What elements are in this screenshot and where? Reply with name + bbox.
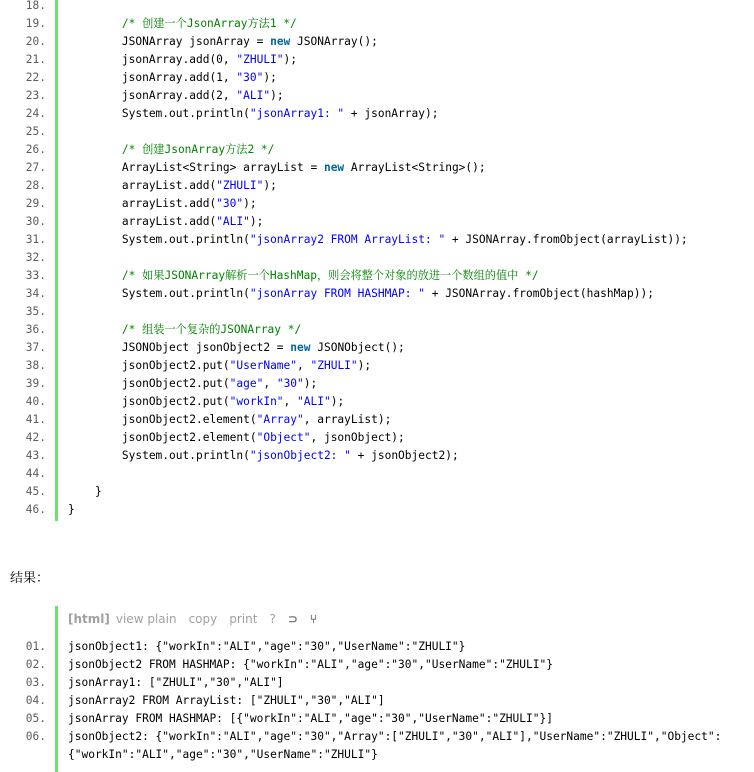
code-toolbar (68, 610, 329, 628)
comment-token: /* 创建一个JsonArray方法1 */ (121, 17, 297, 30)
code-token: arrayList.add( (68, 179, 217, 192)
line-number: 37. (25, 341, 46, 354)
code-token: + jsonArray); (344, 107, 439, 120)
string-token: "jsonArray1: " (249, 107, 345, 120)
code-token: , (283, 395, 298, 408)
code-token: + jsonObject2); (350, 449, 459, 462)
code-text (68, 393, 344, 411)
line-number: 33. (25, 269, 46, 282)
line-number: 44. (25, 467, 46, 480)
comment-token: /* 创建JsonArray方法2 */ (121, 143, 275, 156)
code-text (68, 159, 486, 177)
line-number: 39. (25, 377, 46, 390)
code-text (68, 213, 263, 231)
code-text (68, 51, 297, 69)
code-token: ); (249, 215, 264, 228)
code-text (68, 357, 371, 375)
line-number: 36. (25, 323, 46, 336)
code-token: jsonObject2.put( (68, 359, 230, 372)
code-token: ); (263, 71, 277, 84)
code-token: System.out.println( (68, 449, 250, 462)
code-token: jsonObject2.element( (68, 413, 257, 426)
line-number: 23. (25, 89, 46, 102)
code-text (68, 105, 438, 123)
result-text: {"workIn":"ALI","age":"30","UserName":"ZHULI"} (68, 748, 378, 761)
result-text: jsonObject1: {"workIn":"ALI","age":"30","UserName":"ZHULI"} (68, 640, 466, 653)
line-number: 06. (25, 730, 46, 743)
code-token: ); (243, 197, 257, 210)
code-token: ArrayList<String> arrayList = (68, 161, 324, 174)
string-token: "age" (229, 377, 264, 390)
code-token: arrayList.add( (68, 197, 217, 210)
code-token: + JSONArray.fromObject(hashMap)); (424, 287, 654, 300)
line-number: 31. (25, 233, 46, 246)
code-token (68, 17, 122, 30)
string-token: "jsonArray2 FROM ArrayList: " (249, 233, 446, 246)
code-token (68, 143, 122, 156)
result-text: jsonArray2 FROM ArrayList: ["ZHULI","30","ALI"] (68, 694, 385, 707)
help-link[interactable]: ? (269, 612, 276, 626)
string-token: "ALI" (236, 89, 271, 102)
comment-token: /* 组装一个复杂的JSONArray */ (121, 323, 302, 336)
code-text (68, 69, 277, 87)
code-token: ArrayList<String>(); (344, 161, 486, 174)
codepen-icon[interactable]: ⊃ (287, 612, 298, 626)
view-plain-link[interactable]: view plain (115, 612, 177, 626)
result-heading: 结果： (10, 571, 50, 586)
result-gutter-bar (55, 606, 58, 772)
comment-token: /* 如果JSONArray解析一个HashMap，则会将整个对象的放进一个数组的值中 */ (121, 269, 539, 282)
line-number: 32. (25, 251, 46, 264)
line-number: 18. (25, 0, 46, 12)
line-number: 22. (25, 71, 46, 84)
code-token: jsonArray.add(1, (68, 71, 237, 84)
code-text (68, 339, 405, 357)
code-token: + JSONArray.fromObject(arrayList)); (445, 233, 688, 246)
string-token: "ZHULI" (310, 359, 358, 372)
line-number: 02. (25, 658, 46, 671)
line-number: 38. (25, 359, 46, 372)
line-number: 24. (25, 107, 46, 120)
code-text (68, 33, 378, 51)
code-token: , arrayList); (303, 413, 392, 426)
code-token: , jsonObject); (310, 431, 405, 444)
string-token: "ALI" (216, 215, 250, 228)
line-number: 40. (25, 395, 46, 408)
line-number: 25. (25, 125, 46, 138)
string-token: "30" (236, 71, 264, 84)
code-token: arrayList.add( (68, 215, 217, 228)
string-token: "Array" (256, 413, 304, 426)
code-token: JSONObject jsonObject2 = (68, 341, 291, 354)
result-text: jsonArray FROM HASHMAP: [{"workIn":"ALI","age":"30","UserName":"ZHULI"}] (68, 712, 553, 725)
code-text (68, 483, 102, 501)
line-number: 45. (25, 485, 46, 498)
code-text (68, 141, 274, 159)
string-token: "UserName" (229, 359, 298, 372)
code-text (68, 321, 301, 339)
code-token: , (263, 377, 277, 390)
line-number: 20. (25, 35, 46, 48)
string-token: "30" (276, 377, 304, 390)
line-number: 19. (25, 17, 46, 30)
code-token: ); (303, 377, 318, 390)
result-text: jsonObject2: {"workIn":"ALI","age":"30","Array":["ZHULI","30","ALI"],"UserName":"ZHULI","Object": (68, 730, 722, 743)
code-text (68, 501, 75, 519)
code-token: ); (263, 179, 277, 192)
code-text (68, 375, 317, 393)
code-text (68, 195, 257, 213)
string-token: "ALI" (297, 395, 331, 408)
code-text (68, 411, 391, 429)
language-label: [html] (68, 612, 110, 626)
code-token: jsonObject2.element( (68, 431, 257, 444)
code-text (68, 447, 459, 465)
print-link[interactable]: print (229, 612, 258, 626)
code-token: jsonArray.add(0, (68, 53, 237, 66)
code-token: JSONObject(); (310, 341, 405, 354)
string-token: "30" (216, 197, 244, 210)
keyword-token: new (290, 341, 311, 354)
string-token: "ZHULI" (216, 179, 264, 192)
code-token: System.out.println( (68, 107, 250, 120)
keyword-token: new (323, 161, 345, 174)
code-token (68, 269, 122, 282)
string-token: "workIn" (229, 395, 284, 408)
result-text: jsonObject2 FROM HASHMAP: {"workIn":"ALI","age":"30","UserName":"ZHULI"} (68, 658, 553, 671)
line-number: 03. (25, 676, 46, 689)
fork-icon[interactable]: ⑂ (309, 612, 318, 626)
line-number: 04. (25, 694, 46, 707)
line-number: 05. (25, 712, 46, 725)
code-text (68, 87, 284, 105)
line-number: 29. (25, 197, 46, 210)
keyword-token: new (270, 35, 291, 48)
code-token: ); (283, 53, 298, 66)
code-token: jsonObject2.put( (68, 395, 230, 408)
code-token: jsonArray.add(2, (68, 89, 237, 102)
code-token: ); (357, 359, 372, 372)
line-number: 43. (25, 449, 46, 462)
code-text (68, 267, 539, 285)
code-token: } (68, 485, 102, 498)
code-token: } (68, 503, 75, 516)
line-number: 41. (25, 413, 46, 426)
code-token: System.out.println( (68, 287, 250, 300)
code-text (68, 231, 688, 249)
line-number: 26. (25, 143, 46, 156)
line-number: 35. (25, 305, 46, 318)
code-gutter-bar (55, 0, 58, 521)
code-token (68, 323, 122, 336)
line-number: 21. (25, 53, 46, 66)
code-text (68, 285, 654, 303)
code-token: JSONArray(); (290, 35, 378, 48)
string-token: "Object" (256, 431, 311, 444)
line-number: 46. (25, 503, 46, 516)
line-number: 34. (25, 287, 46, 300)
code-token: ); (330, 395, 345, 408)
string-token: "jsonArray FROM HASHMAP: " (249, 287, 425, 300)
code-token: jsonObject2.put( (68, 377, 230, 390)
code-text (68, 15, 297, 33)
copy-link[interactable]: copy (188, 612, 218, 626)
line-number: 01. (25, 640, 46, 653)
code-token: , (297, 359, 311, 372)
line-number: 30. (25, 215, 46, 228)
line-number: 28. (25, 179, 46, 192)
code-text (68, 177, 277, 195)
string-token: "ZHULI" (236, 53, 284, 66)
code-token: ); (270, 89, 284, 102)
code-token: JSONArray jsonArray = (68, 35, 271, 48)
code-text (68, 429, 405, 447)
result-text: jsonArray1: ["ZHULI","30","ALI"] (68, 676, 284, 689)
line-number: 42. (25, 431, 46, 444)
string-token: "jsonObject2: " (249, 449, 351, 462)
code-token: System.out.println( (68, 233, 250, 246)
line-number: 27. (25, 161, 46, 174)
